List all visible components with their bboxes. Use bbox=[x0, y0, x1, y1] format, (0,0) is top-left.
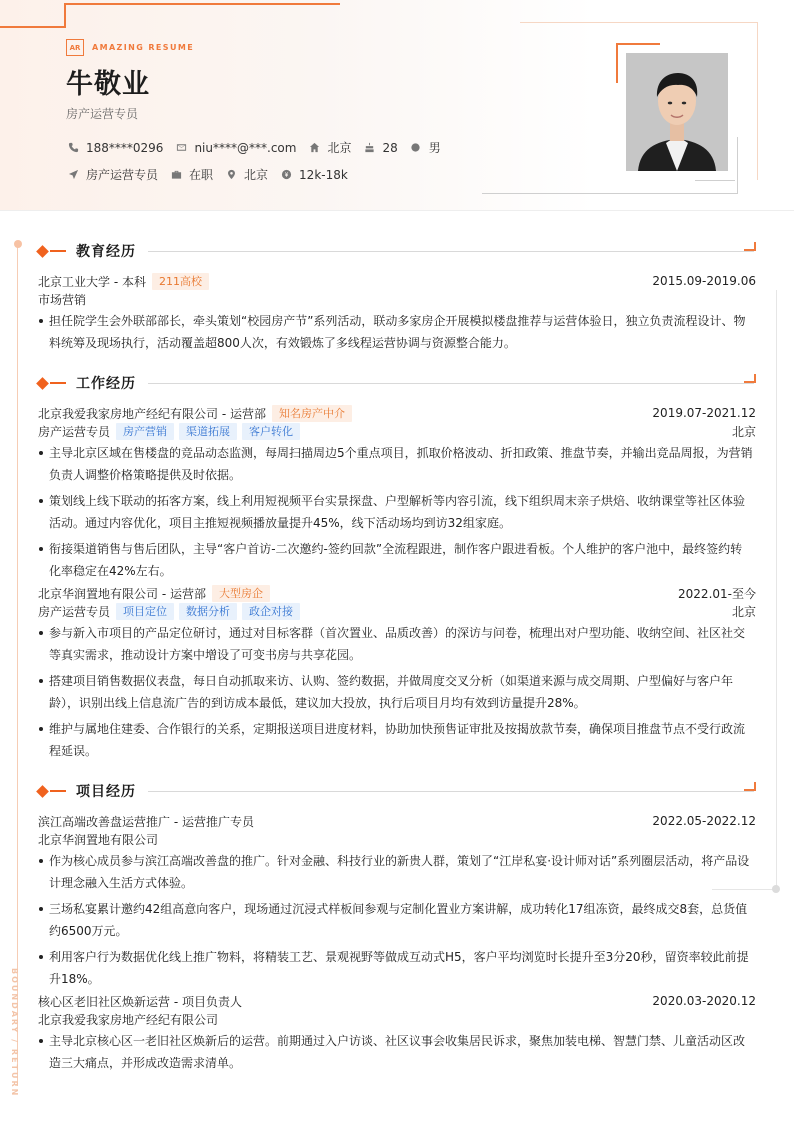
entry-tag: 211高校 bbox=[152, 273, 209, 290]
diamond-icon bbox=[36, 785, 49, 798]
entry-company: 北京华润置地有限公司 bbox=[38, 832, 159, 847]
right-decoration-line bbox=[776, 290, 777, 890]
project-entry bbox=[38, 812, 756, 994]
phone-icon bbox=[66, 141, 80, 155]
job-title: 房产运营专员 bbox=[66, 107, 139, 121]
entry-heading: 北京工业大学 - 本科 bbox=[38, 274, 146, 289]
skill-tag: 政企对接 bbox=[242, 603, 300, 620]
city-text: 北京 bbox=[327, 141, 352, 155]
info-target-city bbox=[224, 166, 268, 183]
section-dash bbox=[50, 382, 66, 384]
bullet-item: 参与新入市项目的产品定位研讨，通过对目标客群（首次置业、品质改善）的深访与问卷，梳理出对户型功能、收纳空间、社区社交等真实需求，推动设计方案中增设了可变书房与共享花园。 bbox=[38, 622, 756, 666]
bullet-item: 作为核心成员参与滨江高端改善盘的推广。针对金融、科技行业的新贵人群，策划了“江岸私宴·设计师对话”系列圈层活动，将产品设计理念融入生活方式体验。 bbox=[38, 850, 756, 894]
bullet-item: 维护与属地住建委、合作银行的关系，定期报送项目进度材料，协助加快预售证审批及按揭放款节奏，确保项目推盘节点不受行政流程延误。 bbox=[38, 718, 756, 762]
briefcase-icon bbox=[169, 168, 183, 182]
left-timeline bbox=[17, 244, 18, 1086]
header-accent-line bbox=[64, 3, 340, 5]
entry-city: 北京 bbox=[731, 604, 756, 619]
work-entry bbox=[38, 584, 756, 766]
skill-tag: 房产营销 bbox=[116, 423, 174, 440]
location-icon bbox=[224, 168, 238, 182]
entry-bullets bbox=[38, 442, 756, 582]
info-gender bbox=[409, 139, 441, 156]
vertical-decoration-text: BOUNDARY / RETURN bbox=[10, 968, 19, 1098]
section-title: 工作经历 bbox=[76, 376, 136, 392]
section-corner bbox=[744, 374, 756, 383]
entry-heading: 滨江高端改善盘运营推广 - 运营推广专员 bbox=[38, 814, 254, 829]
entry-heading: 核心区老旧社区焕新运营 - 项目负责人 bbox=[38, 994, 242, 1009]
entry-header-line bbox=[38, 812, 756, 830]
info-email bbox=[174, 141, 296, 155]
avatar bbox=[626, 53, 728, 171]
entry-header-line bbox=[38, 272, 756, 290]
entry-sub-line bbox=[38, 422, 756, 440]
info-age bbox=[362, 141, 397, 155]
entry-date: 2022.05-2022.12 bbox=[652, 814, 756, 828]
entry-major: 市场营销 bbox=[38, 292, 87, 307]
entry-heading: 北京华润置地有限公司 - 运营部 bbox=[38, 586, 206, 601]
section-title: 项目经历 bbox=[76, 784, 136, 800]
entry-role: 房产运营专员 bbox=[38, 424, 111, 439]
info-phone bbox=[66, 141, 163, 155]
entry-header-line bbox=[38, 404, 756, 422]
entry-sub-line bbox=[38, 830, 756, 848]
section-corner bbox=[744, 242, 756, 251]
bullet-item: 搭建项目销售数据仪表盘，每日自动抓取来访、认购、签约数据，并做周度交叉分析（如渠道来源与成交周期、户型偏好与客户年龄），识别出线上信息流广告的到访成本最低，建议加大投放，执行后项目月均有效到访量提升28%。 bbox=[38, 670, 756, 714]
salary-text: 12k-18k bbox=[299, 167, 348, 182]
bullet-item: 主导北京区域在售楼盘的竞品动态监测，每周扫描周边5个重点项目，抓取价格波动、折扣政策、推盘节奏，并输出竞品周报，为营销负责人调整价格策略提供及时依据。 bbox=[38, 442, 756, 486]
section-project-header bbox=[37, 782, 756, 800]
skill-tag: 项目定位 bbox=[116, 603, 174, 620]
entry-date: 2022.01-至今 bbox=[678, 586, 756, 601]
photo-frame-line bbox=[695, 180, 735, 181]
target-city-text: 北京 bbox=[244, 168, 269, 182]
info-status bbox=[169, 166, 213, 183]
bullet-item: 策划线上线下联动的拓客方案，线上利用短视频平台实景探盘、户型解析等内容引流，线下组织周末亲子烘焙、收纳课堂等社区体验活动。通过内容优化，项目主推短视频播放量提升45%，线下活动场均到访32组家庭。 bbox=[38, 490, 756, 534]
section-dash bbox=[50, 250, 66, 252]
section-title: 教育经历 bbox=[76, 244, 136, 260]
bullet-item: 主导北京核心区一老旧社区焕新后的运营。前期通过入户访谈、社区议事会收集居民诉求，聚焦加装电梯、智慧门禁、儿童活动区改造三大痛点，并形成改造需求清单。 bbox=[38, 1030, 756, 1074]
gender-icon bbox=[409, 141, 423, 155]
entry-sub-line bbox=[38, 1010, 756, 1028]
entry-tag: 大型房企 bbox=[212, 585, 270, 602]
entry-bullets bbox=[38, 850, 756, 990]
contact-row-2 bbox=[66, 166, 359, 183]
section-corner bbox=[744, 782, 756, 791]
entry-header-line bbox=[38, 584, 756, 602]
right-decoration-dot bbox=[772, 885, 780, 893]
entry-bullets bbox=[38, 310, 756, 354]
age-text: 28 bbox=[382, 140, 398, 155]
entry-heading: 北京我爱我家房地产经纪有限公司 - 运营部 bbox=[38, 406, 266, 421]
entry-bullets bbox=[38, 1030, 756, 1074]
status-text: 在职 bbox=[189, 168, 214, 182]
info-target-job bbox=[66, 166, 158, 183]
section-divider bbox=[148, 383, 754, 384]
info-city bbox=[307, 139, 351, 156]
entry-header-line bbox=[38, 992, 756, 1010]
person-name: 牛敬业 bbox=[66, 69, 150, 100]
project-entry bbox=[38, 992, 756, 1078]
section-work-header bbox=[37, 374, 756, 392]
cake-icon bbox=[362, 141, 376, 155]
section-divider bbox=[148, 791, 754, 792]
entry-date: 2020.03-2020.12 bbox=[652, 994, 756, 1008]
entry-bullets bbox=[38, 622, 756, 762]
profile-photo bbox=[626, 53, 728, 171]
bullet-item: 三场私宴累计邀约42组高意向客户，现场通过沉浸式样板间参观与定制化置业方案讲解，成功转化17组冻资，最终成交8套，总货值约6500万元。 bbox=[38, 898, 756, 942]
section-dash bbox=[50, 790, 66, 792]
send-icon bbox=[66, 168, 80, 182]
home-icon bbox=[307, 141, 321, 155]
bullet-item: 担任院学生会外联部部长，牵头策划“校园房产节”系列活动，联动多家房企开展模拟楼盘推荐与运营体验日，独立负责流程设计、物料统筹及现场执行，活动覆盖超800人次，有效锻炼了多线程运营协调与资源整合能力。 bbox=[38, 310, 756, 354]
entry-tag: 知名房产中介 bbox=[272, 405, 352, 422]
skill-tag: 客户转化 bbox=[242, 423, 300, 440]
work-entry bbox=[38, 404, 756, 586]
entry-role: 房产运营专员 bbox=[38, 604, 111, 619]
entry-sub-line bbox=[38, 290, 756, 308]
brand bbox=[66, 39, 194, 56]
skill-tag: 数据分析 bbox=[179, 603, 237, 620]
mail-icon bbox=[174, 141, 188, 155]
info-salary bbox=[279, 168, 348, 182]
diamond-icon bbox=[36, 245, 49, 258]
contact-row-1 bbox=[66, 139, 452, 156]
header-corner-accent bbox=[0, 3, 66, 28]
bullet-item: 利用客户行为数据优化线上推广物料，将精装工艺、景观视野等做成互动式H5，客户平均浏览时长提升至3分20秒，留资率较此前提升18%。 bbox=[38, 946, 756, 990]
entry-date: 2015.09-2019.06 bbox=[652, 274, 756, 288]
education-entry bbox=[38, 272, 756, 358]
section-education-header bbox=[37, 242, 756, 260]
section-divider bbox=[148, 251, 754, 252]
entry-city: 北京 bbox=[731, 424, 756, 439]
gender-text: 男 bbox=[428, 141, 441, 155]
resume-header bbox=[0, 0, 794, 211]
bullet-item: 衔接渠道销售与售后团队，主导“客户首访-二次邀约-签约回款”全流程跟进，制作客户跟进看板。个人维护的客户池中，最终签约转化率稳定在42%左右。 bbox=[38, 538, 756, 582]
skill-tag: 渠道拓展 bbox=[179, 423, 237, 440]
timeline-dot bbox=[14, 240, 22, 248]
email-text: niu****@***.com bbox=[194, 140, 297, 155]
entry-sub-line bbox=[38, 602, 756, 620]
entry-company: 北京我爱我家房地产经纪有限公司 bbox=[38, 1012, 219, 1027]
brand-text: AMAZING RESUME bbox=[92, 43, 195, 52]
salary-icon bbox=[279, 168, 293, 182]
target-job-text: 房产运营专员 bbox=[86, 168, 159, 182]
entry-date: 2019.07-2021.12 bbox=[652, 406, 756, 420]
phone-text: 188****0296 bbox=[86, 140, 164, 155]
diamond-icon bbox=[36, 377, 49, 390]
brand-badge: AR bbox=[66, 39, 84, 56]
